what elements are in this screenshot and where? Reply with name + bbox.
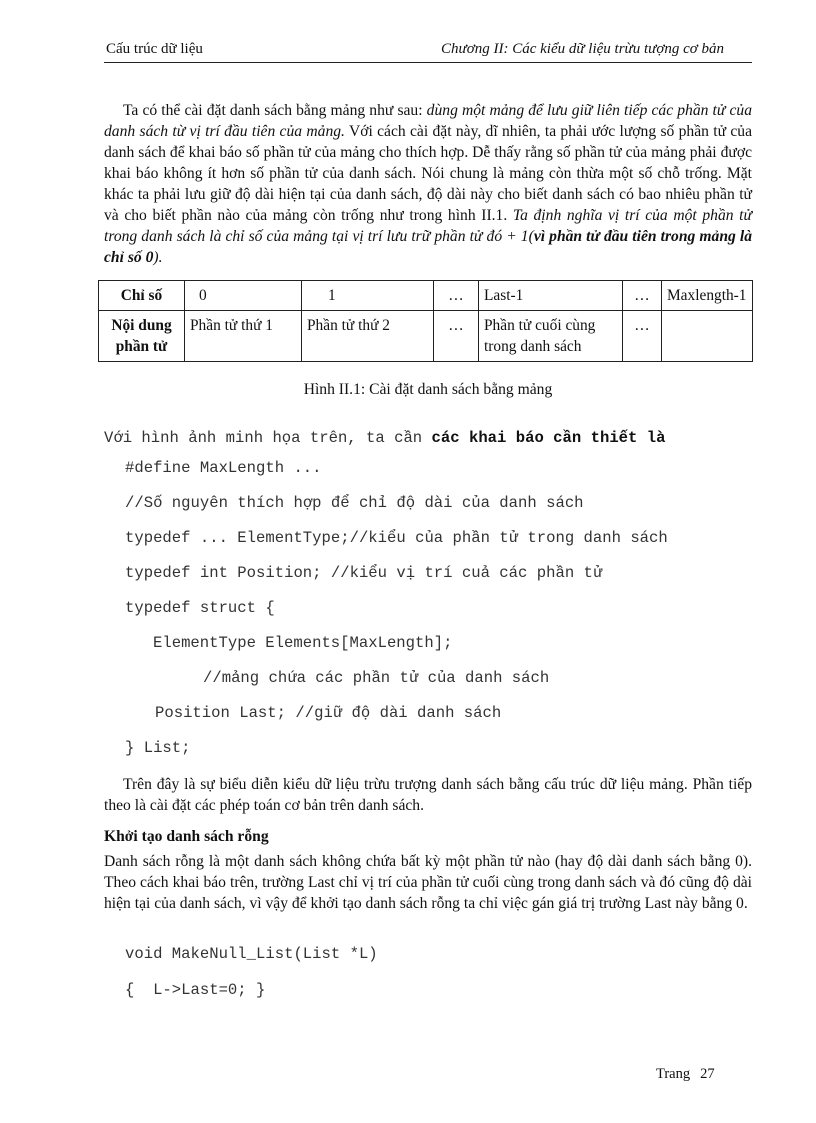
table-row-index — [99, 281, 753, 311]
table-cell: … — [434, 311, 479, 362]
intro-text-3: Với cách cài đặt này, dĩ nhiên, ta phải ước lượng số phần tử của danh sách để khai báo số phần tử của mảng cho thích hợp. Dễ thấy rằng số phần tử của mảng phải được khai báo không ít hơn số phần tử của danh sách. Nói chung là mảng còn thừa một số chỗ trống. Mặt khác ta phải lưu giữ độ dài hiện tại của danh sách, độ dài này cho biết danh sách có bao nhiêu phần tử và cho biết phần nào của mảng còn trống như trong hình II.1. — [104, 123, 752, 224]
table-cell: Phần tử thứ 1 — [185, 311, 302, 362]
intro-paragraph — [104, 100, 752, 268]
table-cell: … — [434, 281, 479, 311]
table-cell: Chỉ số — [99, 281, 185, 311]
array-figure-table — [98, 280, 753, 362]
section-heading: Khởi tạo danh sách rỗng — [104, 828, 269, 845]
table-cell: Last-1 — [479, 281, 623, 311]
code-intro-line — [104, 429, 665, 447]
code-line: typedef ... ElementType;//kiểu của phần tử trong danh sách — [125, 529, 668, 547]
table-cell: … — [623, 281, 662, 311]
table-row-content — [99, 311, 753, 362]
code-line: //Số nguyên thích hợp để chỉ độ dài của danh sách — [125, 494, 584, 512]
code-line: void MakeNull_List(List *L) — [125, 945, 378, 963]
table-cell — [662, 311, 753, 362]
table-cell: Maxlength-1 — [662, 281, 753, 311]
header-chapter-title: Chương II: Các kiểu dữ liệu trừu tượng cơ bản — [441, 41, 724, 57]
page-number: 27 — [700, 1066, 715, 1082]
code-line: #define MaxLength ... — [125, 459, 322, 477]
page-header — [104, 40, 752, 63]
table-cell: 1 — [302, 281, 434, 311]
table-cell: … — [623, 311, 662, 362]
header-book-title: Cấu trúc dữ liệu — [106, 41, 203, 57]
figure-caption: Hình II.1: Cài đặt danh sách bằng mảng — [303, 381, 553, 398]
table-cell: Phần tử thứ 2 — [302, 311, 434, 362]
code-line: Position Last; //giữ độ dài danh sách — [155, 704, 502, 722]
intro-text-4: Ta định nghĩa vị trí của một phần tử trong danh sách là chỉ số của mảng tại vị trí lưu trữ phần tử đó + 1( — [104, 207, 752, 245]
code-line: typedef struct { — [125, 599, 275, 617]
intro-text-1: Ta có thể cài đặt danh sách bằng mảng như sau: — [123, 102, 427, 119]
code-intro-plain: Với hình ảnh minh họa trên, ta cần — [104, 429, 432, 447]
makenull-paragraph: Danh sách rỗng là một danh sách không chứa bất kỳ một phần tử nào (hay độ dài danh sách bằng 0). Theo cách khai báo trên, trường Last chỉ vị trí của phần tử cuối cùng trong danh sách và đó cũng độ dài hiện tại của danh sách, vì vậy để khởi tạo danh sách rỗng ta chỉ việc gán giá trị trường Last này bằng 0. — [104, 853, 752, 912]
code-line: } List; — [125, 739, 191, 757]
table-cell: Nội dung phần tử — [99, 311, 185, 362]
code-line: typedef int Position; //kiểu vị trí cuả các phần tử — [125, 564, 603, 582]
table-cell: Phần tử cuối cùng trong danh sách — [479, 311, 623, 362]
code-line: //mảng chứa các phần tử của danh sách — [203, 669, 550, 687]
page-label: Trang — [656, 1066, 691, 1082]
summary-paragraph: Trên đây là sự biểu diễn kiểu dữ liệu trừu trượng danh sách bằng cấu trúc dữ liệu mảng. Phần tiếp theo là cài đặt các phép toán cơ bản trên danh sách. — [104, 776, 752, 814]
intro-text-6: ). — [153, 249, 163, 266]
code-intro-bold: các khai báo cần thiết là — [431, 429, 666, 447]
page-footer — [656, 1066, 715, 1083]
intro-text-5: vì phần tử đầu tiên trong mảng là chỉ số 0 — [104, 228, 753, 266]
code-line: { L->Last=0; } — [125, 981, 266, 999]
table-cell: 0 — [185, 281, 302, 311]
intro-text-2: dùng một mảng để lưu giữ liên tiếp các phần tử của danh sách từ vị trí đầu tiên của mảng. — [104, 102, 753, 140]
code-line: ElementType Elements[MaxLength]; — [153, 634, 453, 652]
